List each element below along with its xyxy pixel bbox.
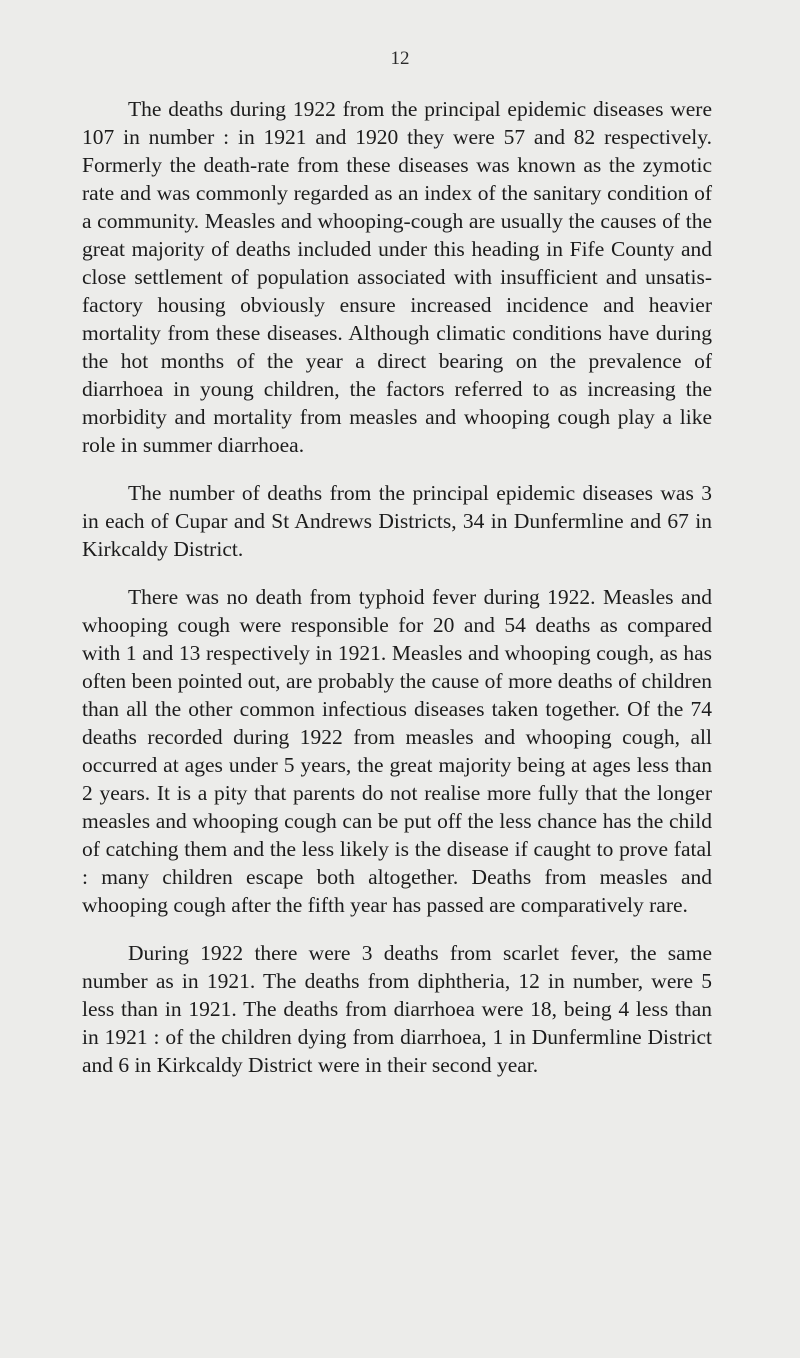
paragraph-district-deaths: The number of deaths from the principal epidemic diseases was 3 in each of Cupar and St Andrews Districts, 34 in Dunfermline and 67 in Kirkcaldy District. bbox=[82, 481, 712, 561]
report-body bbox=[82, 95, 712, 1099]
paragraph-scarlet-diphtheria-diarrhoea: During 1922 there were 3 deaths from scarlet fever, the same number as in 1921. The deaths from diphtheria, 12 in number, were 5 less than in 1921. The deaths from diarrhoea were 18, being 4 less than in 1921 : of the children dying from diarrhoea, 1 in Dunfermline District and 6 in Kirkcaldy District were in their second year. bbox=[82, 941, 712, 1077]
paragraph-epidemic-deaths: The deaths during 1922 from the principal epidemic diseases were 107 in number : in 1921 and 1920 they were 57 and 82 respectively. Formerly the death-rate from these diseases was known as the zymotic rate and was commonly regarded as an index of the sanitary condition of a community. Measles and whooping-cough are usually the causes of the great majority of deaths included under this heading in Fife County and close settlement of population associated with insufficient and unsatisfactory housing obviously ensure increased incidence and heavier mortality from these diseases. Although climatic conditions have during the hot months of the year a direct bearing on the prevalence of diarrhoea in young children, the factors referred to as increasing the morbidity and mortality from measles and whooping cough play a like role in summer diarrhoea. bbox=[82, 97, 712, 457]
paragraph-measles-whooping-cough: There was no death from typhoid fever during 1922. Measles and whooping cough were responsible for 20 and 54 deaths as compared with 1 and 13 respectively in 1921. Measles and whooping cough, as has often been pointed out, are probably the cause of more deaths of children than all the other common infectious diseases taken together. Of the 74 deaths recorded during 1922 from measles and whooping cough, all occurred at ages under 5 years, the great majority being at ages less than 2 years. It is a pity that parents do not realise more fully that the longer measles and whooping cough can be put off the less chance has the child of catching them and the less likely is the disease if caught to prove fatal : many children escape both altogether. Deaths from measles and whooping cough after the fifth year has passed are comparatively rare. bbox=[82, 585, 712, 917]
page-number: 12 bbox=[390, 48, 410, 69]
